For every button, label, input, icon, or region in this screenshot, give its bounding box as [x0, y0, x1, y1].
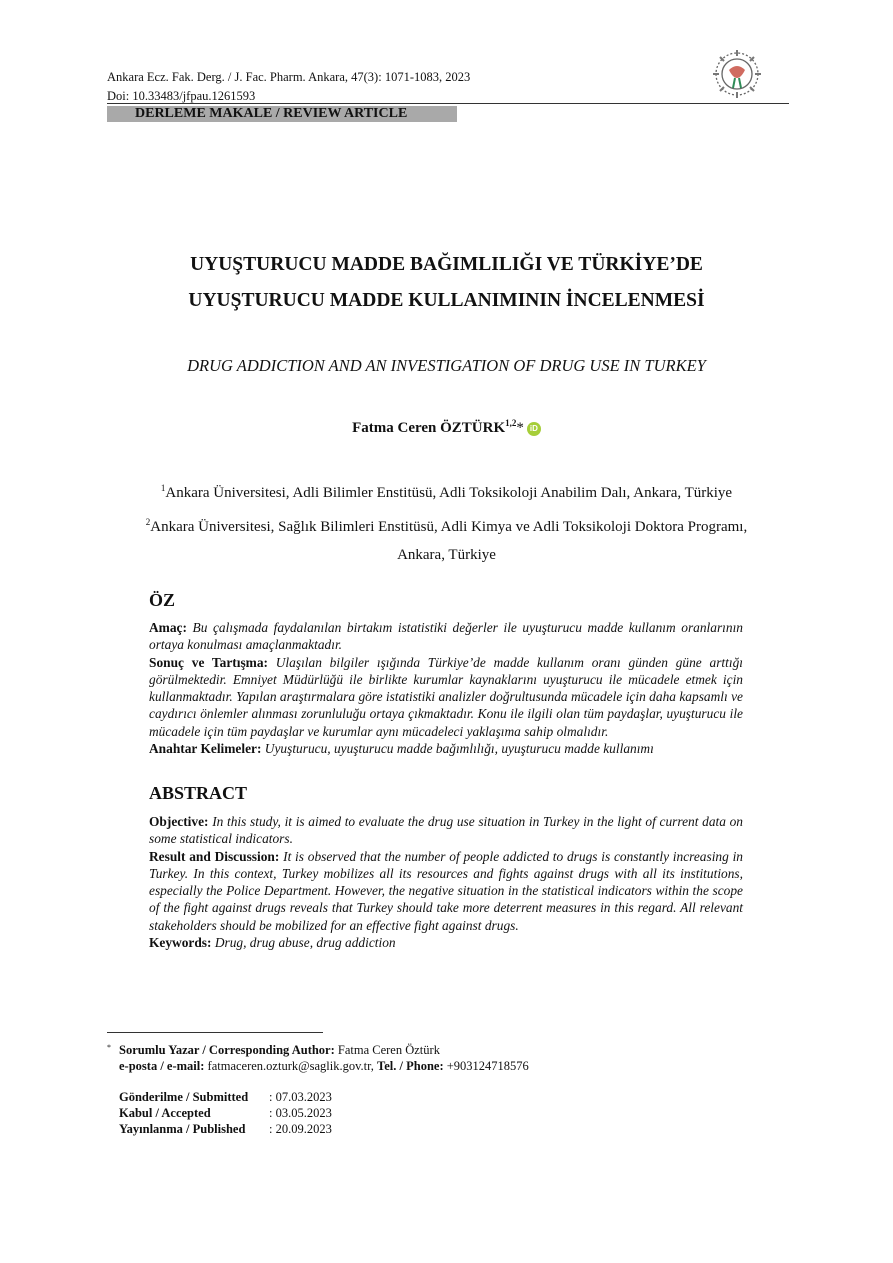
author-line [100, 418, 793, 437]
corresponding-author-name: Fatma Ceren Öztürk [337, 1043, 440, 1057]
result-text: It is observed that the number of people addicted to drugs is constantly increasing in Turkey. In this context, Turkey mobilizes all its resources and fights against drugs with all its institutions, especially the Police Department. However, the negative situation in the statistical indicators within the scope of the fight against drugs reveals that Turkey should take more deterrent measures in this regard. All relevant stakeholders should be mobilized for an effective fight against drugs. [149, 848, 743, 933]
date-row [119, 1105, 332, 1121]
article-type-banner: DERLEME MAKALE / REVIEW ARTICLE [107, 106, 457, 122]
sonuc-label: Sonuç ve Tartışma: [149, 654, 268, 670]
oz-keywords [149, 740, 743, 757]
date-value: : 03.05.2023 [269, 1106, 332, 1120]
anahtar-kelimeler-label: Anahtar Kelimeler: [149, 741, 262, 757]
corresponding-author-line [119, 1042, 807, 1058]
corresponding-author-label: Sorumlu Yazar / Corresponding Author: [119, 1043, 335, 1057]
affiliation-text: Ankara Üniversitesi, Adli Bilimler Enstitüsü, Adli Toksikoloji Anabilim Dalı, Ankara, Türkiye [165, 485, 733, 501]
faculty-emblem-icon [711, 48, 763, 100]
abstract-heading: ABSTRACT [149, 783, 248, 803]
email-label: e-posta / e-mail: [119, 1059, 205, 1073]
footnote-star: * [107, 1043, 111, 1052]
affiliation-sup: 2 [145, 516, 151, 527]
abstract-objective [149, 813, 743, 848]
objective-text: In this study, it is aimed to evaluate the drug use situation in Turkey in the light of current data on some statistical indicators. [149, 814, 743, 847]
amac-text: Bu çalışmada faydalanılan birtakım istatistiki değerler ile uyuşturucu madde kullanım oranlarının ortaya konulması amaçlanmaktadır. [149, 620, 743, 653]
corresponding-star: * [516, 420, 524, 436]
dates-table [119, 1089, 332, 1137]
contact-line [119, 1058, 807, 1074]
date-value: : 07.03.2023 [269, 1090, 332, 1104]
abstract-keywords [149, 934, 743, 951]
date-label: Gönderilme / Submitted [119, 1090, 249, 1104]
doi: Doi: 10.33483/jfpau.1261593 [107, 89, 256, 103]
author-affiliation-sup: 1,2 [505, 418, 517, 428]
abstract-body [149, 813, 743, 951]
journal-header [107, 68, 470, 106]
affiliation-2 [100, 508, 793, 542]
orcid-icon[interactable]: iD [527, 422, 541, 436]
objective-label: Objective: [149, 814, 209, 829]
turkish-title [100, 247, 793, 319]
affiliation-text: Ankara, Türkiye [397, 547, 496, 563]
affiliation-text: Ankara Üniversitesi, Sağlık Bilimleri Enstitüsü, Adli Kimya ve Adli Toksikoloji Doktora Programı, [150, 518, 748, 535]
phone-label: Tel. / Phone: [377, 1059, 444, 1073]
date-row [119, 1089, 332, 1105]
oz-body [149, 619, 743, 757]
sonuc-text: Ulaşılan bilgiler ışığında Türkiye’de madde kullanım oranı günden güne arttığı görülmektedir. Emniyet Müdürlüğü ile birlikte kurumlar kaynaklarını uyuşturucu ile mücadele etmek için kullanmaktadır. Yapılan araştırmalara göre istatistiki analizler doğrultusunda mücadele için daha kapsamlı ve caydırıcı önlemler alınması zorunluluğu ortaya çıkmaktadır. Konu ile ilgili olan tüm paydaşlar, uyuşturucu ile mücadele için tüm paydaşlar ve kurumlar aynı mücadeleci yaklaşıma sahip olmalıdır. [149, 654, 743, 739]
oz-heading: ÖZ [149, 590, 176, 610]
keywords-text: Drug, drug abuse, drug addiction [214, 935, 396, 951]
oz-amac [149, 619, 743, 654]
affiliation-2-cont [100, 541, 793, 570]
date-label: Kabul / Accepted [119, 1106, 211, 1120]
turkish-title-line-2: UYUŞTURUCU MADDE KULLANIMININ İNCELENMESİ [188, 290, 705, 311]
date-label: Yayınlanma / Published [119, 1122, 246, 1136]
author-name: Fatma Ceren ÖZTÜRK [352, 420, 506, 436]
affiliations [100, 474, 793, 570]
english-title: DRUG ADDICTION AND AN INVESTIGATION OF DRUG USE IN TURKEY [187, 356, 706, 375]
oz-sonuc [149, 654, 743, 740]
amac-label: Amaç: [149, 620, 187, 635]
journal-citation: Ankara Ecz. Fak. Derg. / J. Fac. Pharm. Ankara, 47(3): 1071-1083, 2023 [107, 70, 471, 84]
footnote-rule [107, 1032, 323, 1033]
keywords-label: Keywords: [149, 935, 212, 951]
abstract-result [149, 848, 743, 934]
turkish-title-line-1: UYUŞTURUCU MADDE BAĞIMLILIĞI VE TÜRKİYE’DE [190, 254, 703, 275]
footnote [107, 1042, 807, 1074]
affiliation-1 [100, 474, 793, 508]
phone-number: +903124718576 [446, 1059, 529, 1073]
anahtar-kelimeler-text: Uyuşturucu, uyuşturucu madde bağımlılığı, uyuşturucu madde kullanımı [264, 741, 654, 757]
date-row [119, 1121, 332, 1137]
email-link[interactable]: fatmaceren.ozturk@saglik.gov.tr, [207, 1059, 374, 1073]
result-label: Result and Discussion: [149, 848, 280, 864]
affiliation-sup: 1 [160, 483, 166, 493]
date-value: : 20.09.2023 [269, 1122, 332, 1136]
header-rule [107, 103, 789, 104]
